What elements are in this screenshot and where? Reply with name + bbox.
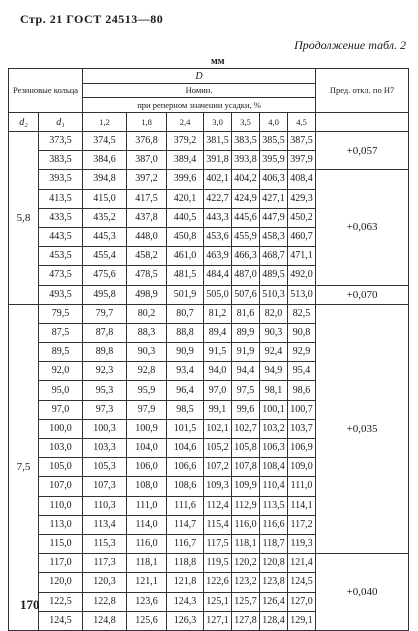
D-cell: 120,2 (232, 554, 260, 573)
D-cell: 420,1 (167, 189, 204, 208)
D-cell: 106,0 (127, 458, 167, 477)
d1-cell: 115,0 (39, 534, 83, 553)
D-cell: 108,4 (260, 458, 288, 477)
D-cell: 121,1 (127, 573, 167, 592)
D-cell: 108,0 (127, 477, 167, 496)
D-cell: 460,7 (288, 227, 316, 246)
D-cell: 468,7 (260, 247, 288, 266)
header-col-6: 4,0 (260, 113, 288, 132)
D-cell: 379,2 (167, 132, 204, 151)
D-cell: 80,7 (167, 304, 204, 323)
header-d1: d₁ (39, 113, 83, 132)
page-number: 170 (20, 597, 40, 612)
D-cell: 487,0 (232, 266, 260, 285)
D-cell: 120,3 (83, 573, 127, 592)
D-cell: 406,3 (260, 170, 288, 189)
header-D: D (83, 69, 316, 84)
D-cell: 484,4 (204, 266, 232, 285)
D-cell: 125,6 (127, 611, 167, 630)
D-cell: 89,4 (204, 323, 232, 342)
header-col-5: 3,5 (232, 113, 260, 132)
D-cell: 104,6 (167, 439, 204, 458)
D-cell: 81,6 (232, 304, 260, 323)
D-cell: 128,4 (260, 611, 288, 630)
D-cell: 127,0 (288, 592, 316, 611)
D-cell: 404,2 (232, 170, 260, 189)
D-cell: 481,5 (167, 266, 204, 285)
D-cell: 118,8 (167, 554, 204, 573)
D-cell: 115,3 (83, 534, 127, 553)
D-cell: 112,4 (204, 496, 232, 515)
D-cell: 123,2 (232, 573, 260, 592)
d1-cell: 87,5 (39, 323, 83, 342)
D-cell: 111,6 (167, 496, 204, 515)
D-cell: 105,2 (204, 439, 232, 458)
D-cell: 101,5 (167, 419, 204, 438)
D-cell: 387,5 (288, 132, 316, 151)
table-continuation-label: Продолжение табл. 2 (294, 38, 406, 52)
D-cell: 107,8 (232, 458, 260, 477)
D-cell: 389,4 (167, 151, 204, 170)
D-cell: 102,1 (204, 419, 232, 438)
D-cell: 125,1 (204, 592, 232, 611)
D-cell: 437,8 (127, 208, 167, 227)
D-cell: 97,3 (83, 400, 127, 419)
D-cell: 109,3 (204, 477, 232, 496)
d1-cell: 100,0 (39, 419, 83, 438)
D-cell: 117,2 (288, 515, 316, 534)
D-cell: 123,6 (127, 592, 167, 611)
D-cell: 88,8 (167, 323, 204, 342)
D-cell: 98,1 (260, 381, 288, 400)
D-cell: 489,5 (260, 266, 288, 285)
D-cell: 109,9 (232, 477, 260, 496)
D-cell: 458,3 (260, 227, 288, 246)
D-cell: 424,9 (232, 189, 260, 208)
D-cell: 376,8 (127, 132, 167, 151)
D-cell: 93,4 (167, 362, 204, 381)
D-cell: 111,0 (127, 496, 167, 515)
D-cell: 402,1 (204, 170, 232, 189)
d2-group-cell: 7,5 (9, 304, 39, 630)
D-cell: 461,0 (167, 247, 204, 266)
D-cell: 453,6 (204, 227, 232, 246)
D-cell: 374,5 (83, 132, 127, 151)
D-cell: 95,4 (288, 362, 316, 381)
D-cell: 115,4 (204, 515, 232, 534)
D-cell: 92,8 (127, 362, 167, 381)
d2-group-cell: 5,8 (9, 132, 39, 305)
tolerance-cell: +0,040 (316, 554, 409, 631)
D-cell: 103,7 (288, 419, 316, 438)
d1-cell: 122,5 (39, 592, 83, 611)
table-row (9, 304, 409, 323)
d1-cell: 110,0 (39, 496, 83, 515)
tolerance-cell: +0,035 (316, 304, 409, 553)
D-cell: 498,9 (127, 285, 167, 304)
D-cell: 448,0 (127, 227, 167, 246)
D-cell: 92,4 (260, 343, 288, 362)
D-cell: 450,8 (167, 227, 204, 246)
D-cell: 118,1 (127, 554, 167, 573)
D-cell: 394,8 (83, 170, 127, 189)
D-cell: 88,3 (127, 323, 167, 342)
d1-cell: 92,0 (39, 362, 83, 381)
header-nominal: Номин. (83, 84, 316, 98)
D-cell: 478,5 (127, 266, 167, 285)
D-cell: 90,8 (288, 323, 316, 342)
D-cell: 507,6 (232, 285, 260, 304)
D-cell: 450,2 (288, 208, 316, 227)
header-deviation: Пред. откл. по Н7 (316, 69, 409, 113)
table-row (9, 554, 409, 573)
D-cell: 408,4 (288, 170, 316, 189)
D-cell: 125,7 (232, 592, 260, 611)
D-cell: 87,8 (83, 323, 127, 342)
D-cell: 445,3 (83, 227, 127, 246)
D-cell: 91,5 (204, 343, 232, 362)
d1-cell: 97,0 (39, 400, 83, 419)
D-cell: 122,6 (204, 573, 232, 592)
D-cell: 100,3 (83, 419, 127, 438)
D-cell: 110,3 (83, 496, 127, 515)
header-shrinkage: при реперном значении усадки, % (83, 98, 316, 113)
D-cell: 114,7 (167, 515, 204, 534)
D-cell: 110,4 (260, 477, 288, 496)
D-cell: 82,0 (260, 304, 288, 323)
D-cell: 107,3 (83, 477, 127, 496)
D-cell: 121,4 (288, 554, 316, 573)
table-body (9, 132, 409, 631)
D-cell: 90,3 (260, 323, 288, 342)
D-cell: 505,0 (204, 285, 232, 304)
d1-cell: 383,5 (39, 151, 83, 170)
D-cell: 429,3 (288, 189, 316, 208)
D-cell: 106,3 (260, 439, 288, 458)
D-cell: 102,7 (232, 419, 260, 438)
D-cell: 124,3 (167, 592, 204, 611)
d1-cell: 103,0 (39, 439, 83, 458)
D-cell: 471,1 (288, 247, 316, 266)
D-cell: 116,0 (232, 515, 260, 534)
D-cell: 79,7 (83, 304, 127, 323)
D-cell: 107,2 (204, 458, 232, 477)
d1-cell: 433,5 (39, 208, 83, 227)
d1-cell: 373,5 (39, 132, 83, 151)
D-cell: 127,8 (232, 611, 260, 630)
page-header: Стр. 21 ГОСТ 24513—80 (20, 12, 164, 26)
D-cell: 397,9 (288, 151, 316, 170)
D-cell: 117,3 (83, 554, 127, 573)
D-cell: 95,9 (127, 381, 167, 400)
tolerance-cell: +0,057 (316, 132, 409, 170)
D-cell: 513,0 (288, 285, 316, 304)
D-cell: 116,6 (260, 515, 288, 534)
D-cell: 381,5 (204, 132, 232, 151)
table-row (9, 132, 409, 151)
D-cell: 82,5 (288, 304, 316, 323)
D-cell: 492,0 (288, 266, 316, 285)
D-cell: 100,1 (260, 400, 288, 419)
d1-cell: 120,0 (39, 573, 83, 592)
d1-cell: 107,0 (39, 477, 83, 496)
D-cell: 417,5 (127, 189, 167, 208)
D-cell: 124,5 (288, 573, 316, 592)
d1-cell: 453,5 (39, 247, 83, 266)
D-cell: 463,9 (204, 247, 232, 266)
d1-cell: 117,0 (39, 554, 83, 573)
D-cell: 109,0 (288, 458, 316, 477)
D-cell: 455,4 (83, 247, 127, 266)
D-cell: 108,6 (167, 477, 204, 496)
D-cell: 95,3 (83, 381, 127, 400)
D-cell: 113,4 (83, 515, 127, 534)
D-cell: 501,9 (167, 285, 204, 304)
D-cell: 90,9 (167, 343, 204, 362)
D-cell: 384,6 (83, 151, 127, 170)
table-row (9, 285, 409, 304)
D-cell: 117,5 (204, 534, 232, 553)
D-cell: 455,9 (232, 227, 260, 246)
D-cell: 395,9 (260, 151, 288, 170)
D-cell: 97,9 (127, 400, 167, 419)
d1-cell: 443,5 (39, 227, 83, 246)
d1-cell: 473,5 (39, 266, 83, 285)
D-cell: 94,4 (232, 362, 260, 381)
header-d2: d₂ (9, 113, 39, 132)
D-cell: 96,4 (167, 381, 204, 400)
D-cell: 443,3 (204, 208, 232, 227)
D-cell: 103,3 (83, 439, 127, 458)
D-cell: 81,2 (204, 304, 232, 323)
d1-cell: 95,0 (39, 381, 83, 400)
D-cell: 114,1 (288, 496, 316, 515)
D-cell: 126,4 (260, 592, 288, 611)
D-cell: 495,8 (83, 285, 127, 304)
D-cell: 447,9 (260, 208, 288, 227)
D-cell: 111,0 (288, 477, 316, 496)
D-cell: 129,1 (288, 611, 316, 630)
D-cell: 94,0 (204, 362, 232, 381)
D-cell: 126,3 (167, 611, 204, 630)
D-cell: 89,9 (232, 323, 260, 342)
header-col-1: 1,2 (83, 113, 127, 132)
D-cell: 118,7 (260, 534, 288, 553)
d1-cell: 124,5 (39, 611, 83, 630)
header-rings: Резиновые кольца (9, 69, 83, 113)
D-cell: 97,0 (204, 381, 232, 400)
D-cell: 98,6 (288, 381, 316, 400)
D-cell: 466,3 (232, 247, 260, 266)
header-col-3: 2,4 (167, 113, 204, 132)
D-cell: 475,6 (83, 266, 127, 285)
D-cell: 103,2 (260, 419, 288, 438)
D-cell: 98,5 (167, 400, 204, 419)
tolerance-cell: +0,063 (316, 170, 409, 285)
d1-cell: 105,0 (39, 458, 83, 477)
D-cell: 92,3 (83, 362, 127, 381)
D-cell: 458,2 (127, 247, 167, 266)
D-cell: 113,5 (260, 496, 288, 515)
D-cell: 119,3 (288, 534, 316, 553)
D-cell: 106,9 (288, 439, 316, 458)
D-cell: 427,1 (260, 189, 288, 208)
d1-cell: 113,0 (39, 515, 83, 534)
D-cell: 120,8 (260, 554, 288, 573)
D-cell: 105,3 (83, 458, 127, 477)
D-cell: 80,2 (127, 304, 167, 323)
D-cell: 510,3 (260, 285, 288, 304)
dimensions-table (8, 68, 409, 631)
D-cell: 385,5 (260, 132, 288, 151)
D-cell: 99,1 (204, 400, 232, 419)
D-cell: 104,0 (127, 439, 167, 458)
D-cell: 99,6 (232, 400, 260, 419)
D-cell: 116,7 (167, 534, 204, 553)
header-col-4: 3,0 (204, 113, 232, 132)
header-col-2: 1,8 (127, 113, 167, 132)
D-cell: 90,3 (127, 343, 167, 362)
D-cell: 124,8 (83, 611, 127, 630)
D-cell: 112,9 (232, 496, 260, 515)
D-cell: 397,2 (127, 170, 167, 189)
table-row (9, 170, 409, 189)
D-cell: 445,6 (232, 208, 260, 227)
D-cell: 387,0 (127, 151, 167, 170)
D-cell: 118,1 (232, 534, 260, 553)
D-cell: 94,9 (260, 362, 288, 381)
D-cell: 100,7 (288, 400, 316, 419)
D-cell: 122,8 (83, 592, 127, 611)
D-cell: 119,5 (204, 554, 232, 573)
D-cell: 116,0 (127, 534, 167, 553)
d1-cell: 79,5 (39, 304, 83, 323)
D-cell: 399,6 (167, 170, 204, 189)
D-cell: 393,8 (232, 151, 260, 170)
D-cell: 89,8 (83, 343, 127, 362)
D-cell: 435,2 (83, 208, 127, 227)
D-cell: 422,7 (204, 189, 232, 208)
D-cell: 440,5 (167, 208, 204, 227)
D-cell: 391,8 (204, 151, 232, 170)
D-cell: 97,5 (232, 381, 260, 400)
unit-label: мм (211, 56, 225, 67)
D-cell: 121,8 (167, 573, 204, 592)
tolerance-cell: +0,070 (316, 285, 409, 304)
D-cell: 127,1 (204, 611, 232, 630)
D-cell: 92,9 (288, 343, 316, 362)
d1-cell: 89,5 (39, 343, 83, 362)
header-col-7: 4,5 (288, 113, 316, 132)
D-cell: 415,0 (83, 189, 127, 208)
d1-cell: 393,5 (39, 170, 83, 189)
D-cell: 100,9 (127, 419, 167, 438)
d1-cell: 413,5 (39, 189, 83, 208)
D-cell: 91,9 (232, 343, 260, 362)
D-cell: 383,5 (232, 132, 260, 151)
d1-cell: 493,5 (39, 285, 83, 304)
D-cell: 123,8 (260, 573, 288, 592)
D-cell: 106,6 (167, 458, 204, 477)
D-cell: 105,8 (232, 439, 260, 458)
D-cell: 114,0 (127, 515, 167, 534)
